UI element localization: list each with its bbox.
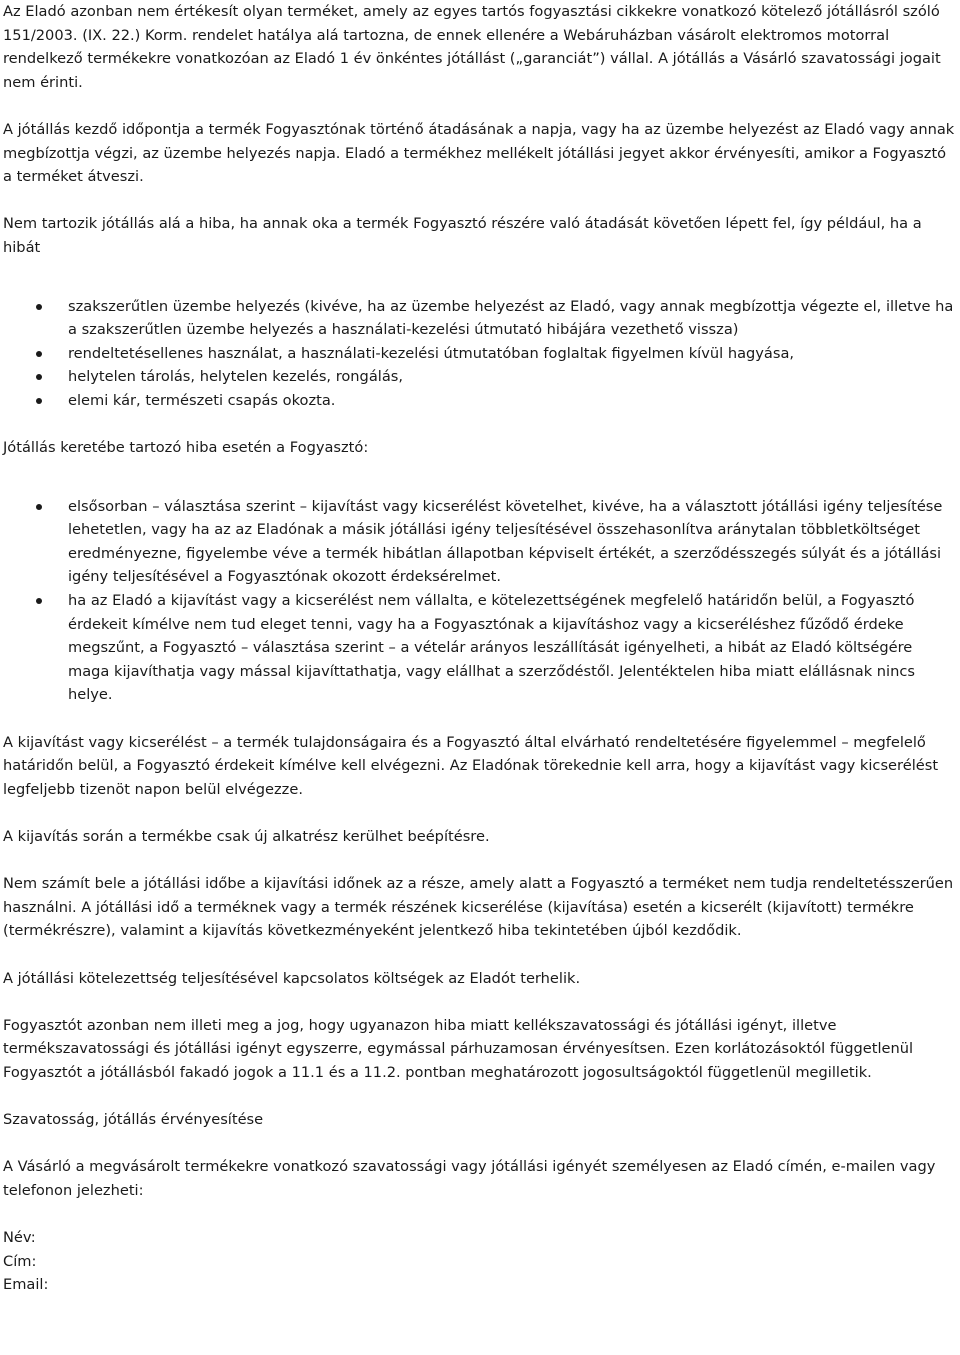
list-item: elsősorban – választása szerint – kijavítást vagy kicserélést követelhet, kivéve, ha a választott jótállási igény teljesítése lehetetlen, vagy ha az az Eladónak a másik jótállási igény teljesítésével összehasonlítva aránytalan többletköltséget eredményezne, figyelembe véve a termék hibátlan állapotban képviselt értékét, a szerződésszegés súlyát és a jótállási igény teljesítésével a Fogyasztónak okozott érdeksérelmet. (3, 495, 958, 589)
paragraph-rights-intro: Jótállás keretébe tartozó hiba esetén a Fogyasztó: (3, 439, 369, 457)
paragraph-repair-deadline: A kijavítást vagy kicserélést – a termék tulajdonságaira és a Fogyasztó által elvárható rendeltetésére figyelemmel – megfelelő határidőn belül, a Fogyasztó érdekeit kímélve kell elvégezni. Az Eladónak törekednie kell arra, hogy a kijavítást vagy kicserélést legfeljebb tizenöt napon belül elvégezze. (3, 733, 939, 798)
list-item: elemi kár, természeti csapás okozta. (3, 389, 958, 413)
list-item: szakszerűtlen üzembe helyezés (kivéve, ha az üzembe helyezést az Eladó, vagy annak megbízottja végezte el, illetve ha a szakszerűtlen üzembe helyezés a használati-kezelési útmutató hibájára vezethető vissza) (3, 295, 958, 342)
paragraph-warranty-period: Nem számít bele a jótállási időbe a kijavítási időnek az a része, amely alatt a Fogyasztó a terméket nem tudja rendeltetésszerűen használni. A jótállási idő a terméknek vagy a termék részének kicserélése (kijavítása) esetén a kicserélt (kijavított) termékre (termékrészre), valamint a kijavítás következményeként jelentkező hiba tekintetében újból kezdődik. (3, 875, 954, 940)
paragraph-new-parts: A kijavítás során a termékbe csak új alkatrész kerülhet beépítésre. (3, 828, 490, 845)
list-item: helytelen tárolás, helytelen kezelés, rongálás, (3, 365, 958, 389)
paragraph-voluntary-warranty: Az Eladó azonban nem értékesít olyan terméket, amely az egyes tartós fogyasztási cikkekre vonatkozó kötelező jótállásról szóló 151/2003. (IX. 22.) Korm. rendelet hatálya alá tartozna, de ennek ellenére a Webáruházban vásárolt elektromos motorral rendelkező termékekre vonatkozóan az Eladó 1 év önkéntes jótállást („garanciát”) vállal. A jótállás a Vásárló szavatossági jogait nem érinti. (3, 3, 941, 91)
paragraph-parallel-claims: Fogyasztót azonban nem illeti meg a jog, hogy ugyanazon hiba miatt kellékszavatossági és jótállási igényt, illetve termékszavatossági és jótállási igényt egyszerre, egymással párhuzamosan érvényesítsen. Ezen korlátozásoktól függetlenül Fogyasztót a jótállásból fakadó jogok a 11.1 és a 11.2. pontban meghatározott jogosultságoktól függetlenül megilletik. (3, 1016, 914, 1081)
paragraph-claim-channels: A Vásárló a megvásárolt termékekre vonatkozó szavatossági vagy jótállási igényét személyesen az Eladó címén, e-mailen vagy telefonon jelezheti: (3, 1158, 936, 1199)
paragraph-warranty-start: A jótállás kezdő időpontja a termék Fogyasztónak történő átadásának a napja, vagy ha az üzembe helyezést az Eladó vagy annak megbízottja végzi, az üzembe helyezés napja. Eladó a termékhez mellékelt jótállási jegyet akkor érvényesíti, amikor a Fogyasztó a terméket átveszi. (3, 120, 955, 186)
list-item: rendeltetésellenes használat, a használati-kezelési útmutatóban foglaltak figyelmen kívül hagyása, (3, 342, 958, 366)
list-item: ha az Eladó a kijavítást vagy a kicserélést nem vállalta, e kötelezettségének megfelelő határidőn belül, a Fogyasztó érdekeit kímélve nem tud eleget tenni, vagy ha a Fogyasztónak a kijavításhoz vagy a kicseréléshez fűződő érdeke megszűnt, a Fogyasztó – választása szerint – a vételár arányos leszállítását igényelheti, a hibát az Eladó költségére maga kijavíthatja vagy mással kijavíttathatja, vagy elállhat a szerződéstől. Jelentéktelen hiba miatt elállásnak nincs helye. (3, 589, 958, 707)
email-label: Email: (3, 1276, 49, 1294)
rights-list (3, 495, 958, 707)
address-label: Cím: (3, 1252, 37, 1270)
name-label: Név: (3, 1229, 36, 1247)
exclusions-list (3, 295, 958, 413)
paragraph-costs: A jótállási kötelezettség teljesítésével kapcsolatos költségek az Eladót terhelik. (3, 969, 581, 987)
document-page (3, 0, 958, 1297)
contact-form-block (3, 1226, 958, 1297)
section-heading-enforcement: Szavatosság, jótállás érvényesítése (3, 1111, 264, 1129)
paragraph-exclusions-intro: Nem tartozik jótállás alá a hiba, ha annak oka a termék Fogyasztó részére való átadását követően lépett fel, így például, ha a hibát (3, 215, 922, 256)
